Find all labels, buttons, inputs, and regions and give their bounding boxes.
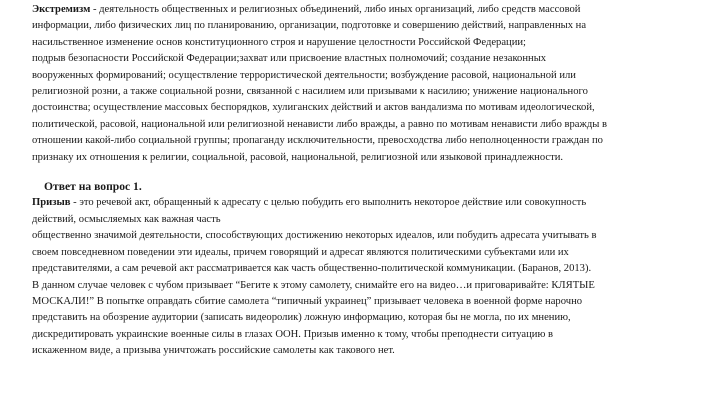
paragraph-line: представителями, а сам речевой акт рассматривается как часть общественно-политической коммуникации. (Баранов, 2013). (32, 263, 592, 275)
paragraph-line: вооруженных формирований; осуществление террористической деятельности; возбуждение расовой, национальной или (32, 69, 576, 81)
answer-heading: Ответ на вопрос 1. (44, 180, 142, 194)
paragraph-line: религиозной розни, а также социальной розни, связанной с насилием или призывами к насилию; унижение национального (32, 86, 588, 98)
paragraph-line: насильственное изменение основ конституционного строя и нарушение целостности Российской Федерации; (32, 36, 526, 48)
definition-text: - деятельность общественных и религиозных объединений, либо иных организаций, либо средств массовой (90, 4, 581, 15)
paragraph-line: В данном случае человек с чубом призывает “Бегите к этому самолету, снимайте его на видео…и приговаривайте: КЛЯТЫЕ (32, 279, 595, 291)
paragraph-line: общественно значимой деятельности, способствующих достижению некоторых идеалов, или побудить адресата учитывать в (32, 230, 597, 242)
paragraph-line: признаку их отношения к религии, социальной, расовой, национальной, религиозной или языковой принадлежности. (32, 151, 564, 163)
paragraph-line: подрыв безопасности Российской Федерации;захват или присвоение властных полномочий; создание незаконных (32, 53, 547, 65)
paragraph-line: действий, осмысляемых как важная часть (32, 213, 221, 225)
definition-text: - это речевой акт, обращенный к адресату с целью побудить его выполнить некоторое действие или совокупность (70, 197, 587, 209)
paragraph-line: политической, расовой, национальной или религиозной ненависти либо вражды, а равно по мотивам ненависти либо вражды в (32, 118, 607, 130)
paragraph-line: МОСКАЛИ!” В попытке оправдать сбитие самолета “типичный украинец” призывает человека в военной форме нарочно (32, 295, 583, 307)
paragraph-line: отношении какой-либо социальной группы; пропаганду исключительности, превосходства либо неполноценности граждан по (32, 135, 603, 147)
term-extremism: Экстремизм (32, 4, 91, 15)
paragraph-line: представить на обозрение аудитории (записать видеоролик) ложную информацию, которая бы не могла, по их мнению, (32, 312, 571, 324)
paragraph-line: информации, либо физических лиц по планированию, организации, подготовке и совершению действий, направленных на (32, 20, 587, 32)
paragraph-line: достоинства; осуществление массовых беспорядков, хулиганских действий и актов вандализма по мотивам идеологической, (32, 102, 595, 114)
paragraph-line: своем повседневном поведении эти идеалы, причем говорящий и адресат являются политическими субъектами или их (32, 246, 569, 258)
paragraph-line: искаженном виде, а призыва уничтожать российские самолеты как такового нет. (32, 345, 395, 357)
appeal-paragraph (32, 195, 690, 359)
paragraph-line (32, 2, 690, 18)
paragraph-line (32, 195, 690, 211)
paragraph-line: дискредитировать украинские военные силы в глазах ООН. Призыв именно к тому, чтобы преподнести ситуацию в (32, 328, 554, 340)
term-appeal: Призыв (32, 197, 71, 209)
extremism-paragraph (32, 2, 690, 166)
